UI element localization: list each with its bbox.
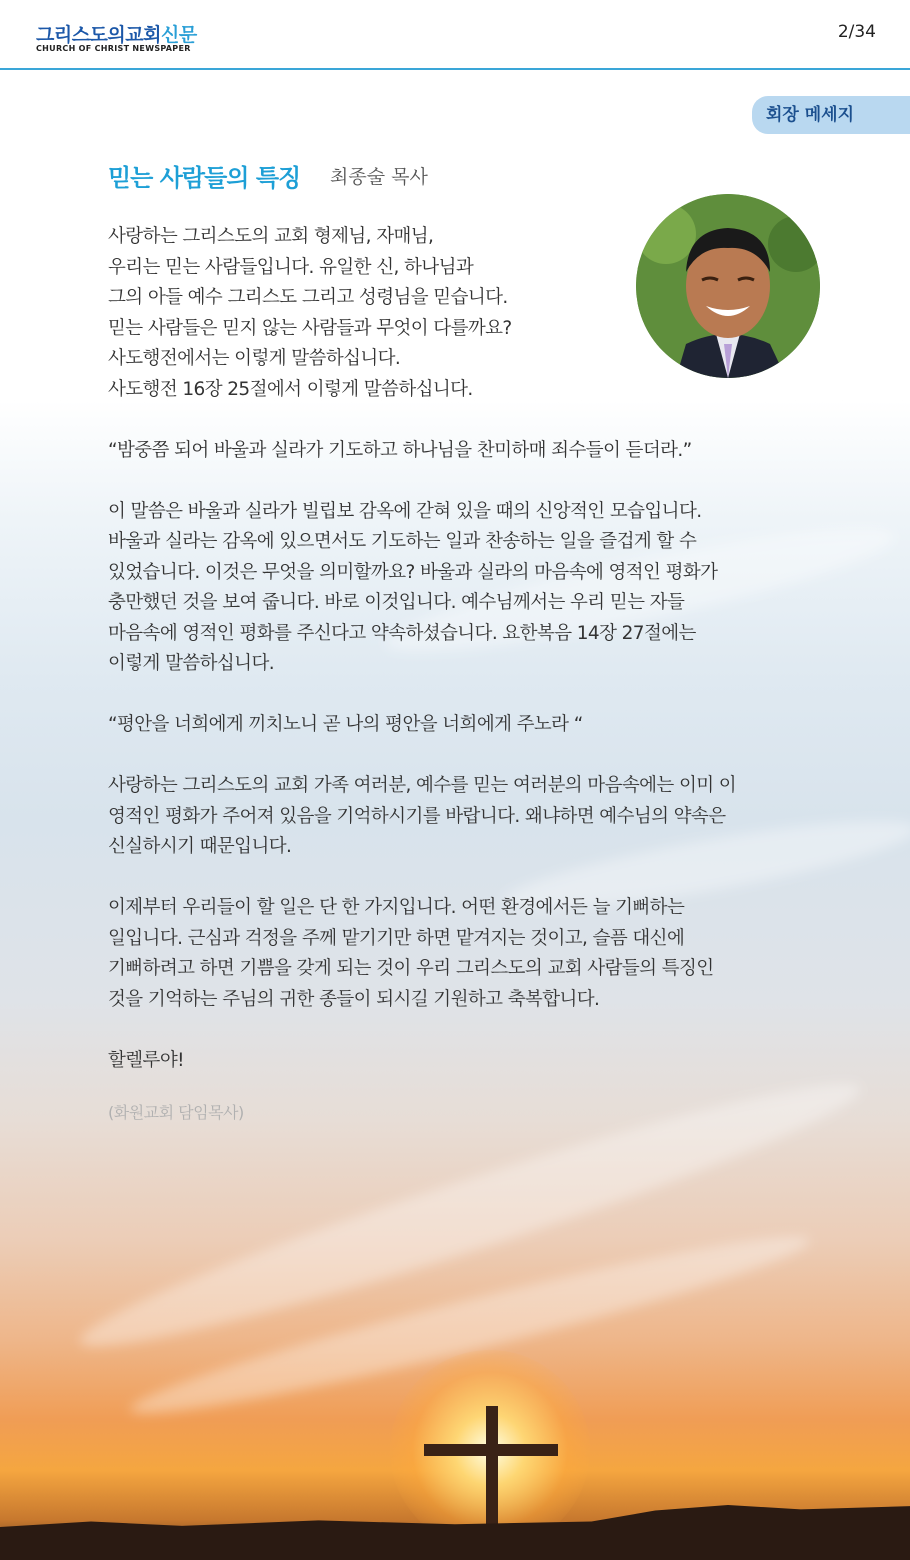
author-signature: (화원교회 담임목사) [108,1103,244,1122]
article-paragraph: 사랑하는 그리스도의 교회 가족 여러분, 예수를 믿는 여러분의 마음속에는 이미 이 영적인 평화가 주어져 있음을 기억하시기를 바랍니다. 왜냐하면 예수님의 약속은 신실하시기 때문입니다. [108,775,737,857]
page-number: 2/34 [837,22,876,42]
newspaper-logo[interactable] [36,20,197,47]
logo-accent-text: 신문 [160,24,197,46]
page-header [0,0,910,70]
logo-subtitle: CHURCH OF CHRIST NEWSPAPER [36,44,191,53]
section-tab: 회장 메세지 [752,96,910,134]
article-paragraph: 이제부터 우리들이 할 일은 단 한 가지입니다. 어떤 환경에서든 늘 기뻐하는 일입니다. 근심과 걱정을 주께 맡기기만 하면 맡겨지는 것이고, 슬픔 대신에 기뻐하려고 하면 기쁨을 갖게 되는 것이 우리 그리스도의 교회 사람들의 특징인 것을 기억하는 주님의 귀한 종들이 되시길 기원하고 축복합니다. [108,897,714,1010]
logo-main-text: 그리스도의교회 [36,24,161,46]
cross-icon-bar [424,1444,558,1456]
article-author: 최종술 목사 [330,166,428,188]
article-closing: 할렐루야! [108,1049,184,1071]
article-title: 믿는 사람들의 특징 [108,164,301,192]
article-paragraph: 사랑하는 그리스도의 교회 형제님, 자매님, 우리는 믿는 사람들입니다. 유일한 신, 하나님과 그의 아들 예수 그리스도 그리고 성령님을 믿습니다. 믿는 사람들은 믿지 않는 사람들과 무엇이 다를까요? 사도행전에서는 이렇게 말씀하십니다. 사도행전 16장 25절에서 이렇게 말씀하십니다. [108,226,512,400]
article-paragraph: 이 말씀은 바울과 실라가 빌립보 감옥에 갇혀 있을 때의 신앙적인 모습입니다. 바울과 실라는 감옥에 있으면서도 기도하는 일과 찬송하는 일을 즐겁게 할 수 있었습니다. 이것은 무엇을 의미할까요? 바울과 실라의 마음속에 영적인 평화가 충만했던 것을 보여 줍니다. 바로 이것입니다. 예수님께서는 우리 믿는 자들 마음속에 영적인 평화를 주신다고 약속하셨습니다. 요한복음 14장 27절에는 이렇게 말씀하십니다. [108,500,718,674]
article-body [108,222,808,1107]
article-quote: “밤중쯤 되어 바울과 실라가 기도하고 하나님을 찬미하매 죄수들이 듣더라.” [108,439,692,461]
article-quote: “평안을 너희에게 끼치노니 곧 나의 평안을 너희에게 주노라 “ [108,714,583,735]
